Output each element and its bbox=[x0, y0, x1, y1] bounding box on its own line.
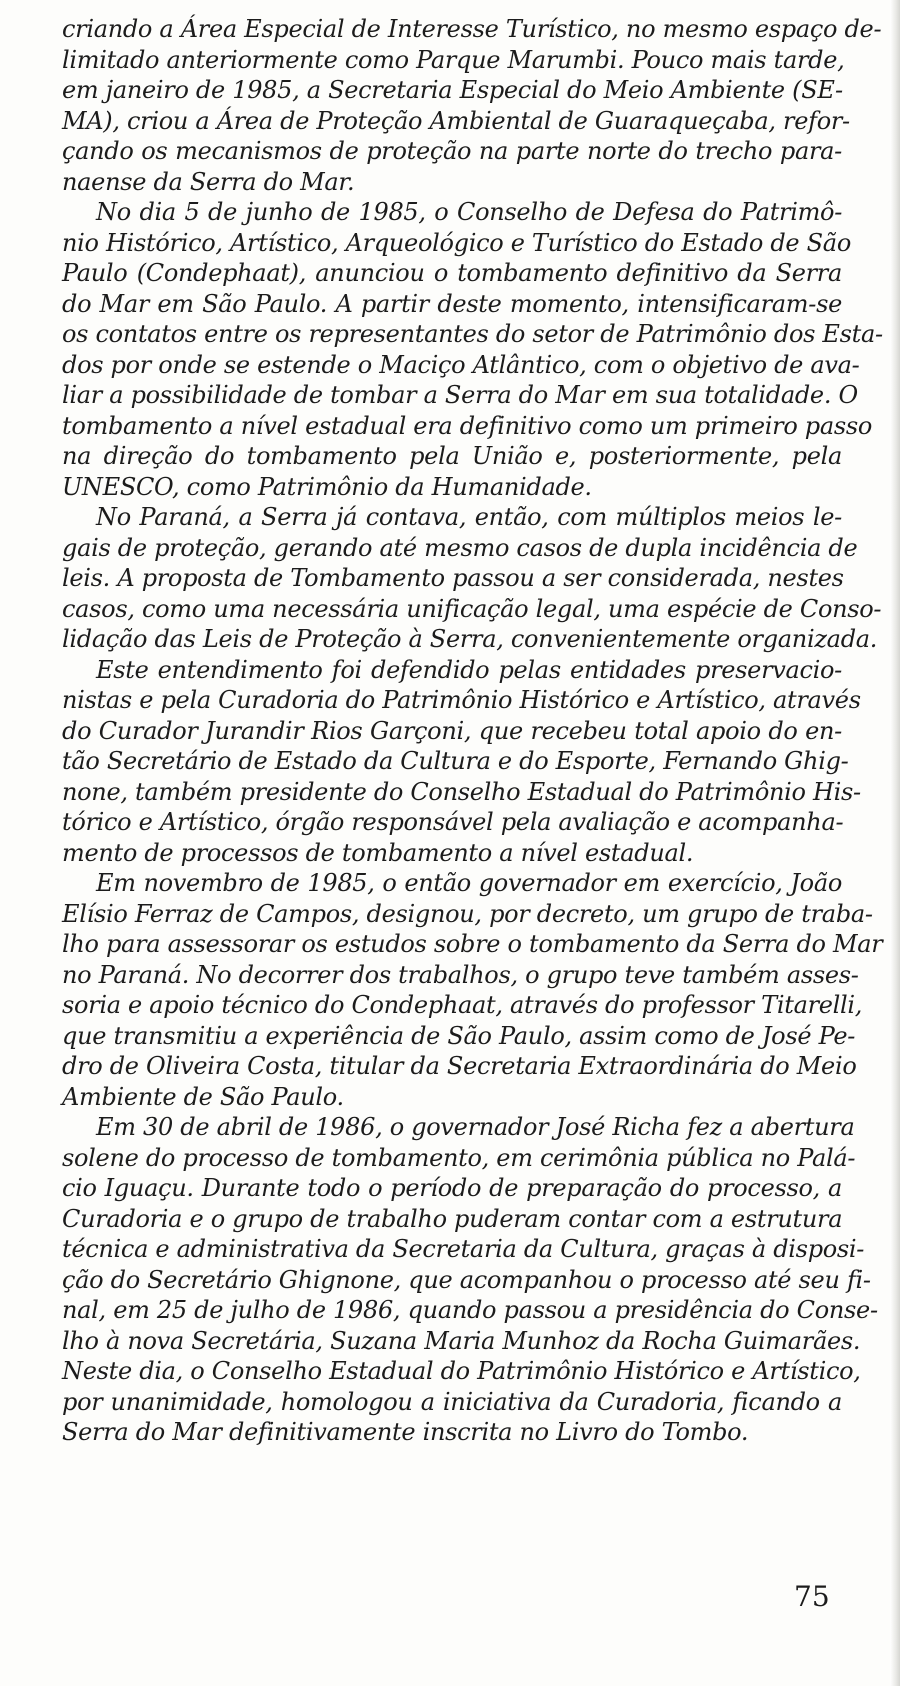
text-line: os contatos entre os representantes do setor de Patrimônio dos Esta- bbox=[62, 320, 883, 348]
text-line: soria e apoio técnico do Condephaat, através do professor Titarelli, bbox=[62, 991, 863, 1019]
text-line: Curadoria e o grupo de trabalho puderam contar com a estrutura bbox=[62, 1204, 843, 1233]
text-line: tombamento a nível estadual era definitivo como um primeiro passo bbox=[62, 411, 873, 440]
text-line: Este entendimento foi defendido pelas entidades preservacio- bbox=[96, 655, 842, 684]
text-line: ção do Secretário Ghignone, que acompanhou o processo até seu fi- bbox=[62, 1265, 871, 1294]
text-line: liar a possibilidade de tombar a Serra do Mar em sua totalidade. O bbox=[62, 381, 858, 409]
text-line: lidação das Leis de Proteção à Serra, convenientemente organizada. bbox=[62, 625, 878, 653]
text-line: no Paraná. No decorrer dos trabalhos, o grupo teve também asses- bbox=[62, 960, 859, 989]
text-line: mento de processos de tombamento a nível estadual. bbox=[62, 838, 694, 867]
text-line: Ambiente de São Paulo. bbox=[62, 1082, 344, 1111]
text-line: casos, como uma necessária unificação legal, uma espécie de Conso- bbox=[62, 594, 882, 623]
page-edge bbox=[890, 0, 900, 1686]
text-line: UNESCO, como Patrimônio da Humanidade. bbox=[62, 472, 592, 501]
text-line: cio Iguaçu. Durante todo o período de preparação do processo, a bbox=[62, 1174, 842, 1202]
text-line: none, também presidente do Conselho Estadual do Patrimônio His- bbox=[62, 777, 861, 806]
text-line: No Paraná, a Serra já contava, então, com múltiplos meios le- bbox=[96, 503, 842, 531]
text-line: nistas e pela Curadoria do Patrimônio Histórico e Artístico, através bbox=[62, 686, 861, 714]
text-line: Paulo (Condephaat), anunciou o tombamento definitivo da Serra bbox=[62, 259, 842, 287]
text-line: dos por onde se estende o Maciço Atlântico, com o objetivo de ava- bbox=[62, 350, 860, 379]
text-line: por unanimidade, homologou a iniciativa da Curadoria, ficando a bbox=[62, 1387, 842, 1416]
text-line: do Mar em São Paulo. A partir deste momento, intensificaram-se bbox=[62, 289, 842, 318]
text-line: lho para assessorar os estudos sobre o tombamento da Serra do Mar bbox=[62, 930, 883, 958]
text-line: nio Histórico, Artístico, Arqueológico e Turístico do Estado de São bbox=[62, 228, 851, 257]
text-line: solene do processo de tombamento, em cerimônia pública no Palá- bbox=[62, 1143, 856, 1172]
text-line: Em 30 de abril de 1986, o governador José Richa fez a abertura bbox=[96, 1113, 855, 1141]
text-line: gais de proteção, gerando até mesmo casos de dupla incidência de bbox=[62, 533, 858, 562]
text-line: tão Secretário de Estado da Cultura e do Esporte, Fernando Ghig- bbox=[62, 747, 849, 775]
body-text bbox=[62, 14, 883, 1448]
text-line: que transmitiu a experiência de São Paulo, assim como de José Pe- bbox=[62, 1021, 856, 1050]
text-line: em janeiro de 1985, a Secretaria Especial do Meio Ambiente (SE- bbox=[62, 76, 843, 104]
text-line: criando a Área Especial de Interesse Turístico, no mesmo espaço de- bbox=[62, 15, 882, 43]
text-line: leis. A proposta de Tombamento passou a ser considerada, nestes bbox=[62, 564, 844, 592]
text-line: técnica e administrativa da Secretaria da Cultura, graças à disposi- bbox=[62, 1235, 865, 1263]
text-line: limitado anteriormente como Parque Marumbi. Pouco mais tarde, bbox=[62, 45, 845, 74]
text-line: Serra do Mar definitivamente inscrita no Livro do Tombo. bbox=[62, 1418, 749, 1446]
text-line: No dia 5 de junho de 1985, o Conselho de Defesa do Patrimô- bbox=[96, 198, 842, 226]
text-line: dro de Oliveira Costa, titular da Secretaria Extraordinária do Meio bbox=[62, 1052, 857, 1080]
text-line: nal, em 25 de julho de 1986, quando passou a presidência do Conse- bbox=[62, 1296, 878, 1324]
text-line: naense da Serra do Mar. bbox=[62, 167, 355, 196]
text-line: MA), criou a Área de Proteção Ambiental de Guaraqueçaba, refor- bbox=[62, 106, 850, 135]
text-line: çando os mecanismos de proteção na parte norte do trecho para- bbox=[62, 137, 842, 165]
text-line: lho à nova Secretária, Suzana Maria Munhoz da Rocha Guimarães. bbox=[62, 1326, 861, 1355]
text-line: do Curador Jurandir Rios Garçoni, que recebeu total apoio do en- bbox=[62, 716, 842, 745]
text-line: tórico e Artístico, órgão responsável pela avaliação e acompanha- bbox=[62, 808, 844, 836]
text-line: Elísio Ferraz de Campos, designou, por decreto, um grupo de traba- bbox=[62, 899, 873, 928]
text-line: Neste dia, o Conselho Estadual do Patrimônio Histórico e Artístico, bbox=[62, 1357, 861, 1385]
page-number: 75 bbox=[794, 1580, 830, 1613]
text-line: Em novembro de 1985, o então governador em exercício, João bbox=[96, 869, 842, 897]
text-line: na direção do tombamento pela União e, posteriormente, pela bbox=[62, 442, 842, 470]
